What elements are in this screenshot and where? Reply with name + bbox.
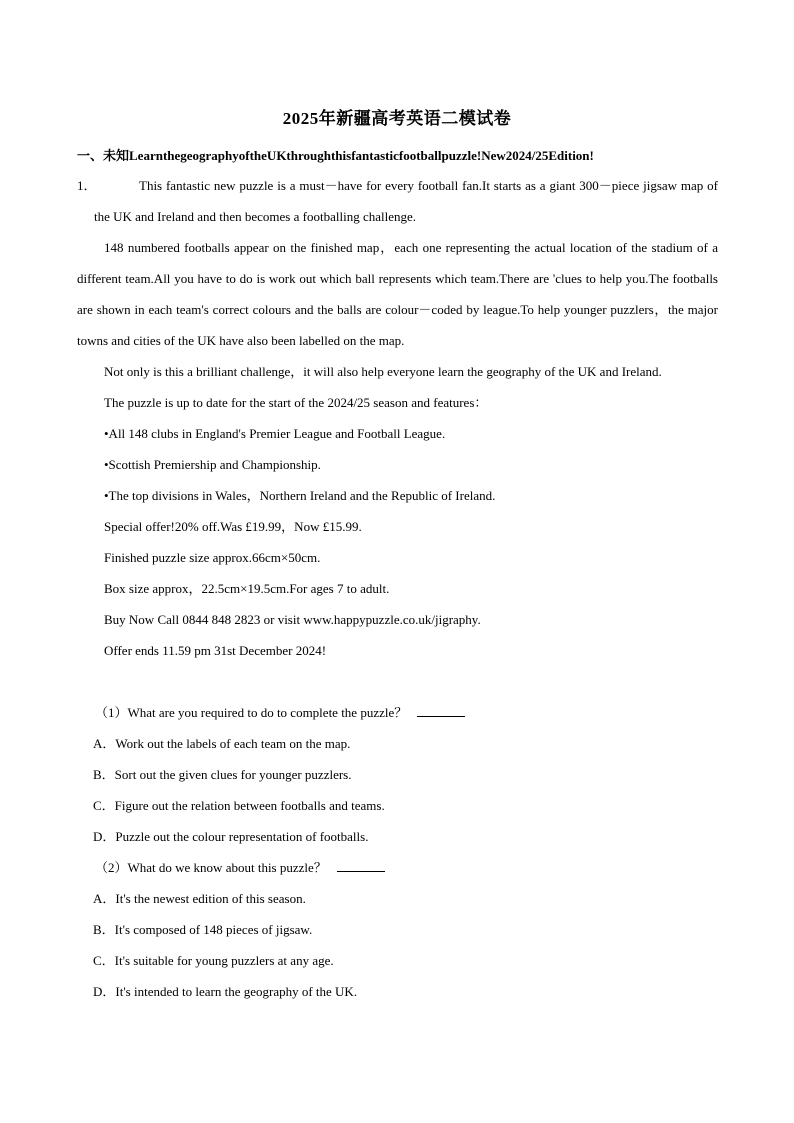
question-2-stem: （2）What do we know about this puzzle？ bbox=[77, 852, 718, 883]
passage-paragraph-1: 1． This fantastic new puzzle is a must－have for every football fan.It starts as a giant 300－piece jigsaw map of the UK and Ireland and then becomes a footballing challenge. bbox=[77, 170, 718, 232]
buy-now: Buy Now Call 0844 848 2823 or visit www.happypuzzle.co.uk/jigraphy. bbox=[104, 612, 481, 627]
box-size: Box size approx，22.5cm×19.5cm.For ages 7 to adult. bbox=[104, 581, 390, 596]
passage-paragraph-4: The puzzle is up to date for the start of the 2024/25 season and features： bbox=[104, 395, 488, 410]
question-1-stem: （1）What are you required to do to complete the puzzle？ bbox=[77, 697, 718, 728]
answer-blank[interactable] bbox=[417, 704, 465, 717]
passage-paragraph-2: 148 numbered footballs appear on the finished map，each one representing the actual location of the stadium of a different team.All you have to do is work out which ball represents which team.There are 'clues to help you.The footballs are shown in each team's correct colours and the balls are colour－coded by league.To help younger puzzlers，the major towns and cities of the UK have also been labelled on the map. bbox=[77, 240, 718, 348]
feature-bullet-3: •The top divisions in Wales，Northern Ireland and the Republic of Ireland. bbox=[104, 488, 496, 503]
question-1-option-c: C．Figure out the relation between footballs and teams. bbox=[93, 798, 385, 813]
page-title: 2025年新疆高考英语二模试卷 bbox=[282, 109, 512, 128]
question-1-option-d: D．Puzzle out the colour representation of footballs. bbox=[93, 829, 369, 844]
offer-ends: Offer ends 11.59 pm 31st December 2024! bbox=[104, 643, 327, 658]
question-2-option-b: B．It's composed of 148 pieces of jigsaw. bbox=[93, 922, 313, 937]
spacer bbox=[77, 666, 718, 697]
answer-blank[interactable] bbox=[337, 859, 385, 872]
feature-bullet-1: •All 148 clubs in England's Premier League and Football League. bbox=[104, 426, 446, 441]
question-2-option-c: C．It's suitable for young puzzlers at any age. bbox=[93, 953, 334, 968]
section-heading: 一、未知LearnthegeographyoftheUKthroughthisfantasticfootballpuzzle!New2024/25Edition! bbox=[77, 148, 594, 163]
reading-passage bbox=[77, 170, 718, 1007]
question-2-option-d: D．It's intended to learn the geography of the UK. bbox=[93, 984, 358, 999]
question-1-option-a: A．Work out the labels of each team on the map. bbox=[93, 736, 351, 751]
question-number: 1． bbox=[77, 178, 97, 193]
passage-paragraph-3: Not only is this a brilliant challenge，it will also help everyone learn the geography of the UK and Ireland. bbox=[104, 364, 662, 379]
puzzle-size: Finished puzzle size approx.66cm×50cm. bbox=[104, 550, 321, 565]
feature-bullet-2: •Scottish Premiership and Championship. bbox=[104, 457, 321, 472]
special-offer: Special offer!20% off.Was £19.99，Now £15.99. bbox=[104, 519, 362, 534]
question-2-option-a: A．It's the newest edition of this season. bbox=[93, 891, 306, 906]
question-1-option-b: B．Sort out the given clues for younger puzzlers. bbox=[93, 767, 352, 782]
